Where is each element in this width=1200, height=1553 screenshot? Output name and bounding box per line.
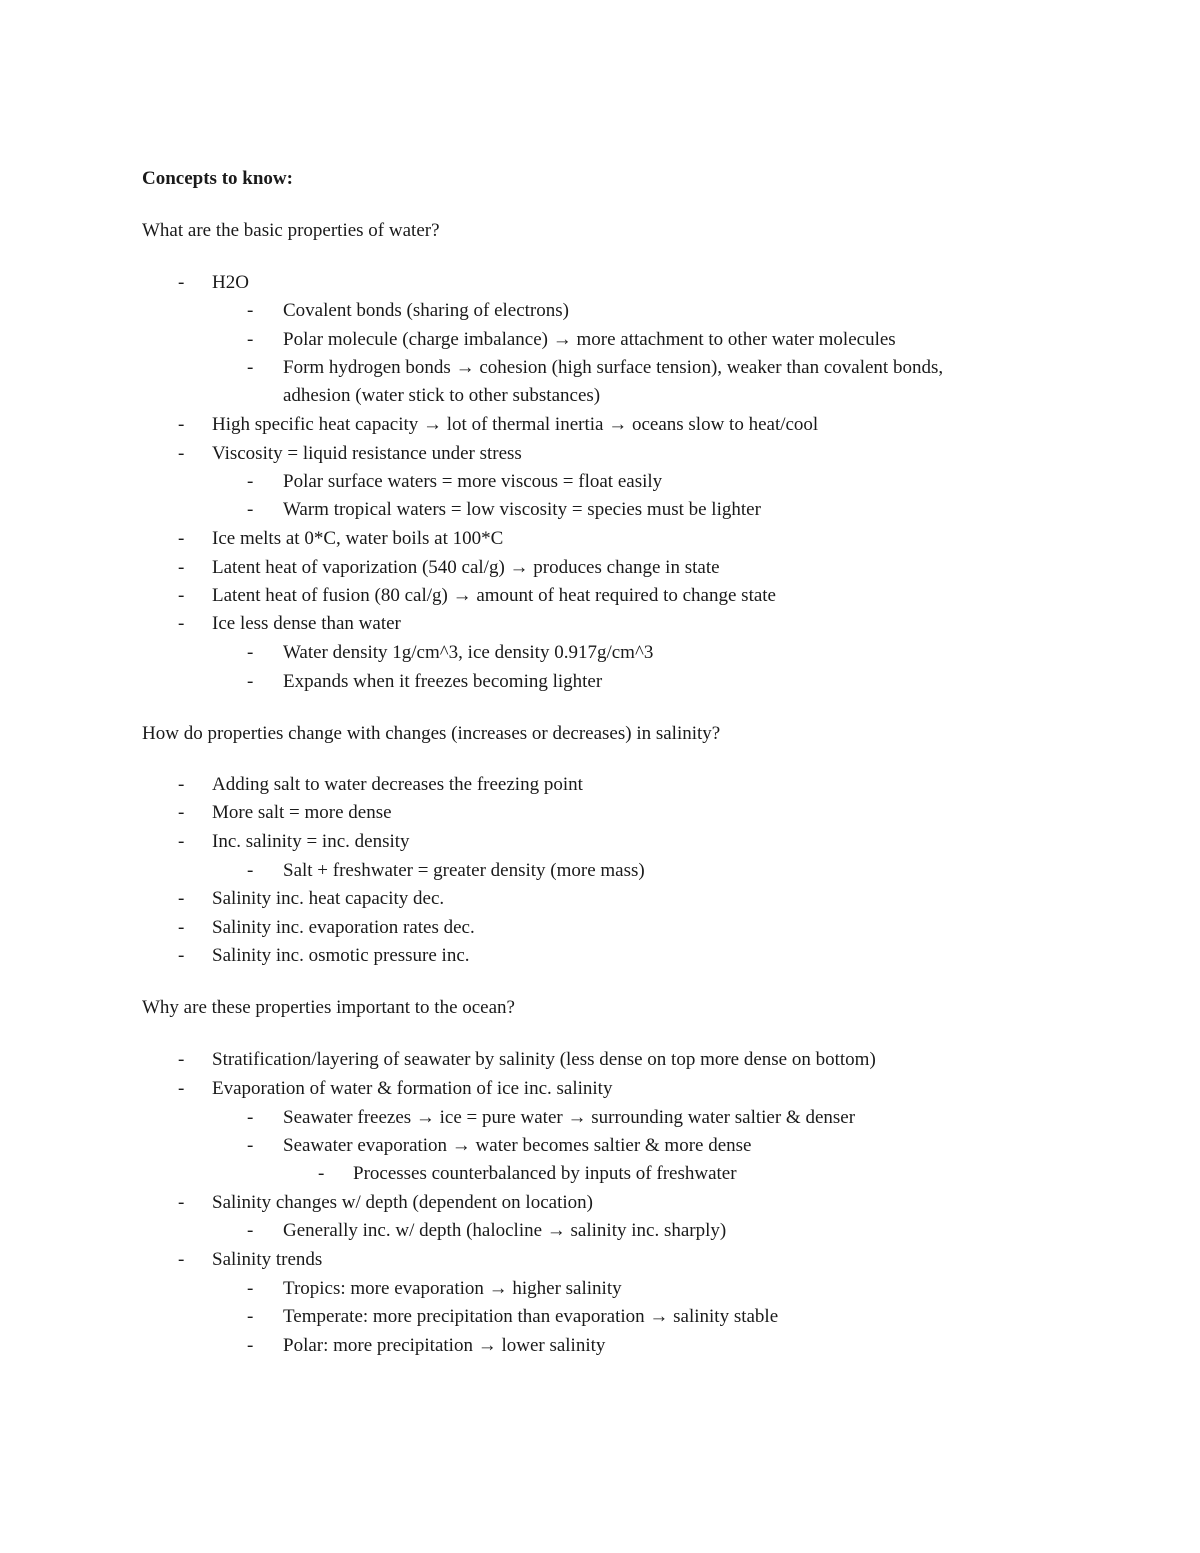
list-item-level-1: Salinity inc. heat capacity dec. — [212, 888, 445, 909]
bullet-dash: - — [247, 1278, 254, 1299]
bullet-dash: - — [178, 888, 185, 909]
bullet-dash: - — [178, 917, 185, 938]
list-item-level-2: adhesion (water stick to other substances) — [283, 385, 601, 406]
list-item-level-1: Stratification/layering of seawater by salinity (less dense on top more dense on bottom) — [212, 1049, 876, 1070]
bullet-dash: - — [178, 802, 185, 823]
bullet-dash: - — [178, 528, 185, 549]
bullet-dash: - — [178, 272, 185, 293]
list-item-level-1: Ice less dense than water — [212, 613, 401, 634]
bullet-dash: - — [178, 945, 185, 966]
bullet-dash: - — [318, 1163, 325, 1184]
bullet-dash: - — [247, 1107, 254, 1128]
list-item-level-2: Covalent bonds (sharing of electrons) — [283, 300, 569, 321]
bullet-dash: - — [178, 1049, 185, 1070]
bullet-dash: - — [247, 471, 254, 492]
list-item-level-1: H2O — [212, 272, 249, 293]
list-item-level-2: Polar surface waters = more viscous = float easily — [283, 471, 663, 492]
bullet-dash: - — [178, 557, 185, 578]
list-item-level-2: Polar: more precipitation → lower salinity — [283, 1335, 606, 1356]
list-item-level-2: Tropics: more evaporation → higher salinity — [283, 1278, 622, 1299]
page-heading: Concepts to know: — [142, 168, 293, 189]
list-item-level-1: Salinity inc. osmotic pressure inc. — [212, 945, 470, 966]
list-item-level-1: Viscosity = liquid resistance under stress — [212, 443, 522, 464]
list-item-level-3: Processes counterbalanced by inputs of freshwater — [353, 1163, 737, 1184]
list-item-level-1: Inc. salinity = inc. density — [212, 831, 410, 852]
bullet-dash: - — [247, 1135, 254, 1156]
list-item-level-1: Adding salt to water decreases the freezing point — [212, 774, 583, 795]
bullet-dash: - — [178, 613, 185, 634]
bullet-dash: - — [247, 671, 254, 692]
list-item-level-2: Polar molecule (charge imbalance) → more attachment to other water molecules — [283, 329, 896, 350]
list-item-level-2: Expands when it freezes becoming lighter — [283, 671, 603, 692]
bullet-dash: - — [247, 860, 254, 881]
list-item-level-1: More salt = more dense — [212, 802, 392, 823]
bullet-dash: - — [178, 585, 185, 606]
list-item-level-2: Generally inc. w/ depth (halocline → salinity inc. sharply) — [283, 1220, 727, 1241]
list-item-level-1: Salinity inc. evaporation rates dec. — [212, 917, 475, 938]
list-item-level-2: Warm tropical waters = low viscosity = species must be lighter — [283, 499, 761, 520]
bullet-dash: - — [247, 1220, 254, 1241]
bullet-dash: - — [247, 1335, 254, 1356]
list-item-level-2: Temperate: more precipitation than evaporation → salinity stable — [283, 1306, 779, 1327]
section-question: How do properties change with changes (increases or decreases) in salinity? — [142, 723, 721, 744]
list-item-level-2: Form hydrogen bonds → cohesion (high surface tension), weaker than covalent bonds, — [283, 357, 944, 378]
list-item-level-2: Salt + freshwater = greater density (more mass) — [283, 860, 645, 881]
bullet-dash: - — [178, 443, 185, 464]
list-item-level-1: Evaporation of water & formation of ice inc. salinity — [212, 1078, 613, 1099]
bullet-dash: - — [247, 642, 254, 663]
bullet-dash: - — [178, 1249, 185, 1270]
list-item-level-1: Latent heat of fusion (80 cal/g) → amount of heat required to change state — [212, 585, 776, 606]
list-item-level-2: Water density 1g/cm^3, ice density 0.917g/cm^3 — [283, 642, 654, 663]
bullet-dash: - — [247, 329, 254, 350]
list-item-level-2: Seawater freezes → ice = pure water → surrounding water saltier & denser — [283, 1107, 856, 1128]
list-item-level-1: High specific heat capacity → lot of thermal inertia → oceans slow to heat/cool — [212, 414, 819, 435]
section-question: Why are these properties important to the ocean? — [142, 997, 515, 1018]
bullet-dash: - — [178, 1192, 185, 1213]
bullet-dash: - — [178, 774, 185, 795]
bullet-dash: - — [178, 414, 185, 435]
bullet-dash: - — [247, 499, 254, 520]
bullet-dash: - — [178, 831, 185, 852]
list-item-level-2: Seawater evaporation → water becomes saltier & more dense — [283, 1135, 752, 1156]
bullet-dash: - — [247, 357, 254, 378]
bullet-dash: - — [247, 300, 254, 321]
list-item-level-1: Latent heat of vaporization (540 cal/g) → produces change in state — [212, 557, 720, 578]
bullet-dash: - — [247, 1306, 254, 1327]
list-item-level-1: Salinity changes w/ depth (dependent on location) — [212, 1192, 593, 1213]
section-question: What are the basic properties of water? — [142, 220, 440, 241]
list-item-level-1: Salinity trends — [212, 1249, 323, 1270]
list-item-level-1: Ice melts at 0*C, water boils at 100*C — [212, 528, 504, 549]
bullet-dash: - — [178, 1078, 185, 1099]
